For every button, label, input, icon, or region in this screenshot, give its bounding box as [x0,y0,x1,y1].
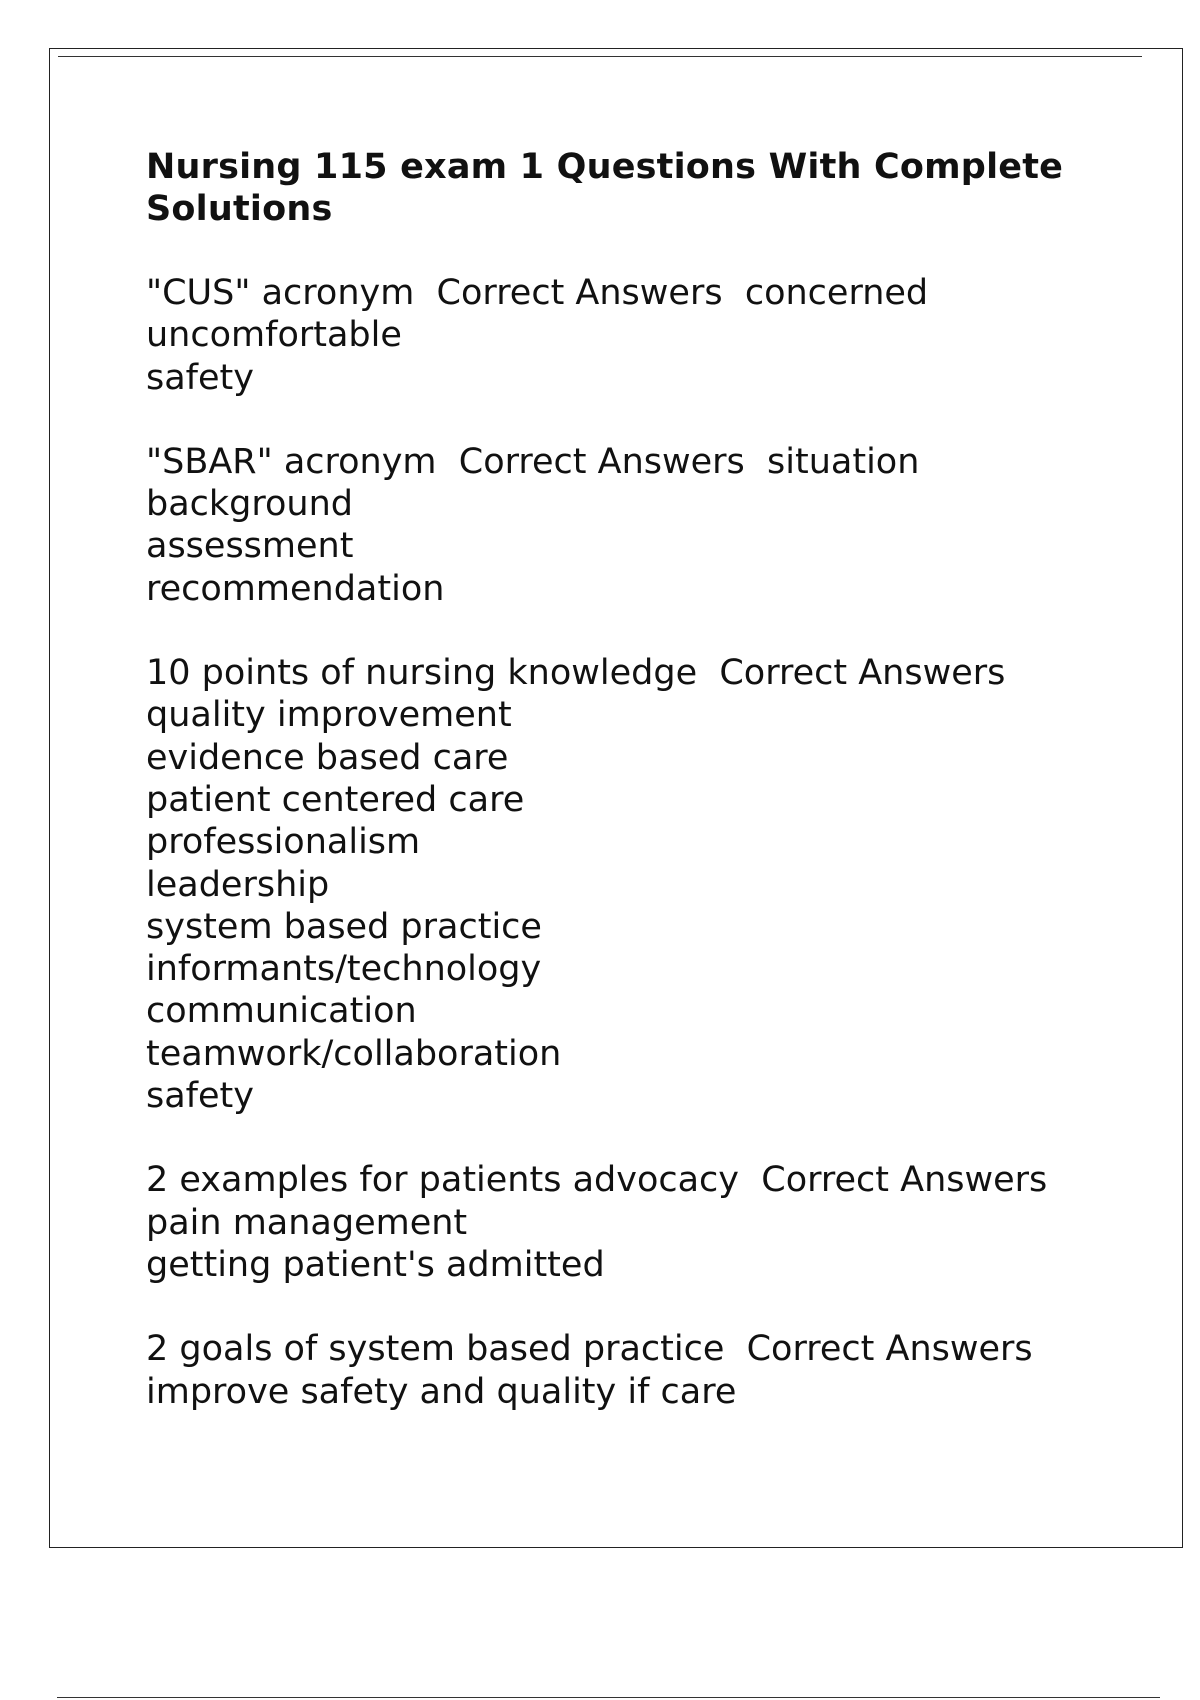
answer-line: evidence based care [146,737,509,778]
page-frame [49,48,1183,1548]
answer-line: getting patient's admitted [146,1244,605,1285]
answer-line: background [146,484,354,525]
question-line: 10 points of nursing knowledge Correct Answers [146,653,1006,694]
page-title [146,146,1146,230]
top-rule [58,56,1142,57]
answer-line: informants/technology [146,949,542,990]
question-line: 2 examples for patients advocacy Correct Answers [146,1160,1048,1201]
answer-line: professionalism [146,822,421,863]
answer-line: patient centered care [146,779,525,820]
question-line: "CUS" acronym Correct Answers concerned [146,273,929,313]
qa-item-nursing-knowledge [146,652,1146,1117]
title-line: Nursing 115 exam 1 Questions With Complete [146,147,1064,187]
question-line: "SBAR" acronym Correct Answers situation [146,441,920,482]
answer-line: recommendation [146,568,445,609]
qa-item-cus [146,272,1146,399]
answer-line: improve safety and quality if care [146,1371,737,1412]
answer-line: uncomfortable [146,315,402,356]
qa-item-sbar [146,441,1146,610]
answer-line: pain management [146,1202,468,1243]
document-content [146,146,1146,1455]
answer-line: communication [146,991,417,1032]
qa-item-system-based-practice [146,1328,1146,1413]
answer-line: assessment [146,526,354,567]
qa-item-patient-advocacy [146,1159,1146,1286]
answer-line: system based practice [146,906,542,947]
bottom-rule [57,1697,1160,1698]
question-line: 2 goals of system based practice Correct Answers [146,1329,1033,1370]
answer-line: leadership [146,864,330,905]
answer-line: teamwork/collaboration [146,1033,562,1074]
title-line: Solutions [146,189,333,229]
answer-line: safety [146,1076,254,1117]
answer-line: quality improvement [146,695,512,736]
answer-line: safety [146,357,254,398]
